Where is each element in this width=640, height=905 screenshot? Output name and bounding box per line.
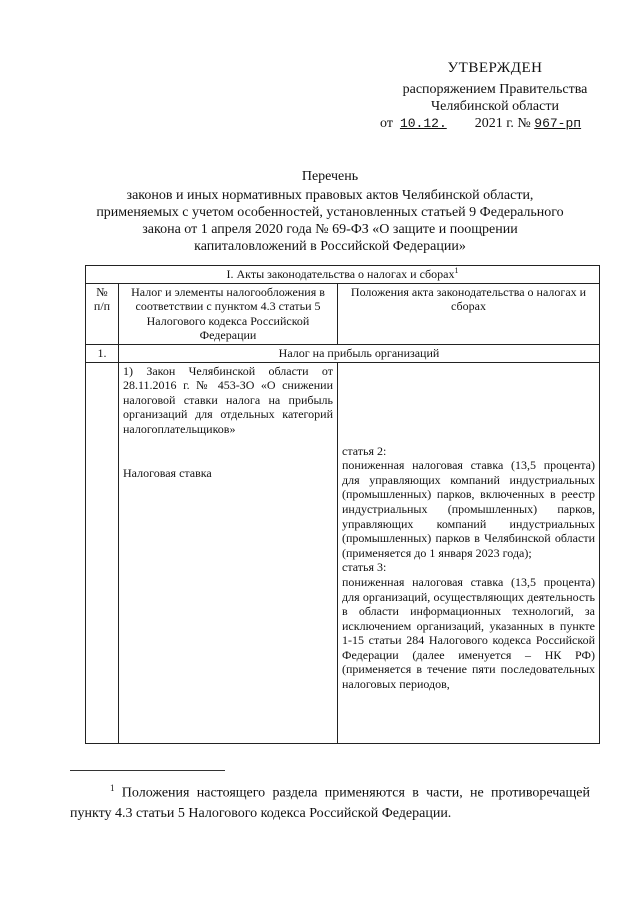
row-1-num: 1. [86,344,119,362]
section-row [86,266,600,284]
footnote-mark: 1 [110,783,115,793]
article-2-text: пониженная налоговая ставка (13,5 процента) для управляющих компаний индустриальных (промышленных) парков, включенных в реестр индустриальных (промышленных) парков, управляющих компаний индустриальных (промышленных) парков в Челябинской области (применяется до 1 января 2023 года); [342,458,595,560]
section-footnote-mark: 1 [454,266,459,275]
date-value: 10.12. [399,116,447,131]
row-1-body-num [86,362,119,743]
number-value: 967-рп [534,116,582,131]
row-1-body-tax [119,362,338,743]
date-prefix: от [380,116,393,131]
section-title-cell [86,266,600,284]
article-3-text: пониженная налоговая ставка (13,5 процента) для организаций, осуществляющих деятельность в области информационных технологий, за исключением организаций, указанных в пункте 1-15 статьи 284 Налогового кодекса Российской Федерации (далее именуется – НК РФ) (применяется в течение пяти последовательных налоговых периодов, [342,574,595,692]
row-1-title-text: Налог на прибыль организаций [119,344,600,362]
rate-label: Налоговая ставка [123,465,212,480]
section-title: I. Акты законодательства о налогах и сборах [226,267,455,281]
header-tax: Налог и элементы налогообложения в соответствии с пунктом 4.3 статьи 5 Налогового кодекса Российской Федерации [119,283,338,344]
approval-title: УТВЕРЖДЕН [447,60,543,76]
footnote [70,778,590,824]
approval-line-2: Челябинской области [431,99,559,114]
row-1-body-provision [338,362,600,743]
footnote-separator [70,770,225,771]
document-heading [70,168,590,255]
header-provision: Положения акта законодательства о налогах и сборах [338,283,600,344]
article-3-label: статья 3: [342,560,387,575]
row-1-body [86,362,600,743]
document-subtitle: законов и иных нормативных правовых актов Челябинской области, применяемых с учетом особенностей, установленных статьей 9 Федерального закона от 1 апреля 2020 года № 69-ФЗ «О защите и поощрении капиталовложений в Российской Федерации» [96,188,564,254]
header-row [86,283,600,344]
year-text: 2021 г. № [474,116,531,131]
row-1-title [86,344,600,362]
approval-line-1: распоряжением Правительства [402,82,588,97]
article-block [342,444,595,692]
footnote-text: Положения настоящего раздела применяются в части, не противоречащей пункту 4.3 статьи 5 Налогового кодекса Российской Федерации. [70,785,590,821]
article-2-label: статья 2: [342,443,387,458]
law-reference: 1) Закон Челябинской области от 28.11.2016 г. № 453-ЗО «О снижении налоговой ставки налога на прибыль организаций для отдельных категорий налогоплательщиков» [123,363,333,436]
header-num: № п/п [86,283,119,344]
approval-date-line [380,115,610,132]
document-title: Перечень [301,169,359,184]
acts-table [85,265,600,744]
approval-block [380,60,610,132]
